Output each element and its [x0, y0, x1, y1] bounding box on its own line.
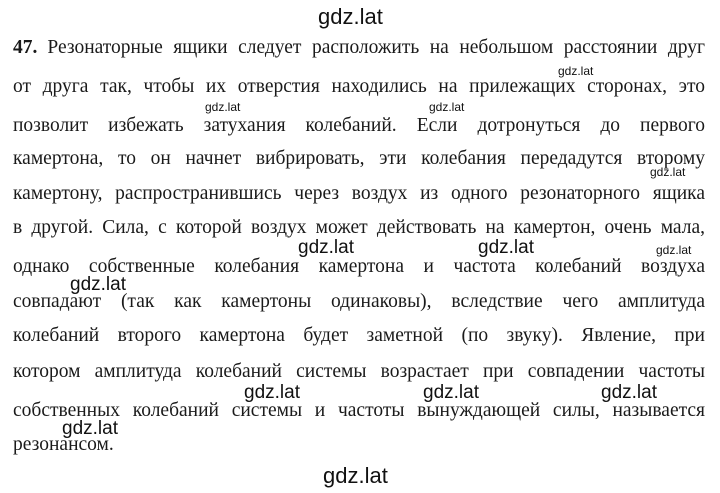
- watermark: gdz.lat: [244, 382, 300, 403]
- watermark: gdz.lat: [656, 243, 692, 257]
- text-line-12: резонансом.: [13, 434, 114, 455]
- watermark-top: gdz.lat: [318, 4, 383, 29]
- text-line-10: котором амплитуда колебаний системы возрастает при совпадении частоты: [13, 361, 705, 382]
- text-line-6: в другой. Сила, с которой воздух может действовать на камертон, очень мала,: [13, 217, 705, 238]
- text-line-8: совпадают (так как камертоны одинаковы), вследствие чего амплитуда: [13, 291, 705, 312]
- text-line-2: от друга так, чтобы их отверстия находились на прилежащих сторонах, это: [13, 76, 705, 97]
- watermark-bottom: gdz.lat: [323, 463, 388, 488]
- text-line-3: позволит избежать затухания колебаний. Если дотронуться до первого: [13, 115, 705, 136]
- problem-number: 47.: [13, 37, 38, 58]
- text-line-9: колебаний второго камертона будет заметной (по звуку). Явление, при: [13, 325, 705, 346]
- watermark: gdz.lat: [558, 64, 594, 78]
- text-line-4: камертона, то он начнет вибрировать, эти колебания передадутся второму: [13, 148, 705, 169]
- text-line-11: собственных колебаний системы и частоты вынуждающей силы, называется: [13, 400, 705, 421]
- watermark: gdz.lat: [298, 237, 354, 258]
- watermark: gdz.lat: [423, 382, 479, 403]
- watermark: gdz.lat: [70, 274, 126, 295]
- watermark: gdz.lat: [429, 100, 465, 114]
- text-line: Резонаторные ящики следует расположить на небольшом расстоянии друг: [47, 37, 705, 58]
- text-line-1: [13, 35, 705, 61]
- watermark: gdz.lat: [62, 418, 118, 439]
- watermark: gdz.lat: [478, 237, 534, 258]
- text-line-7: однако собственные колебания камертона и частота колебаний воздуха: [13, 256, 705, 277]
- text-line-5: камертону, распространившись через воздух из одного резонаторного ящика: [13, 183, 705, 204]
- watermark: gdz.lat: [205, 100, 241, 114]
- watermark: gdz.lat: [601, 382, 657, 403]
- watermark: gdz.lat: [650, 165, 686, 179]
